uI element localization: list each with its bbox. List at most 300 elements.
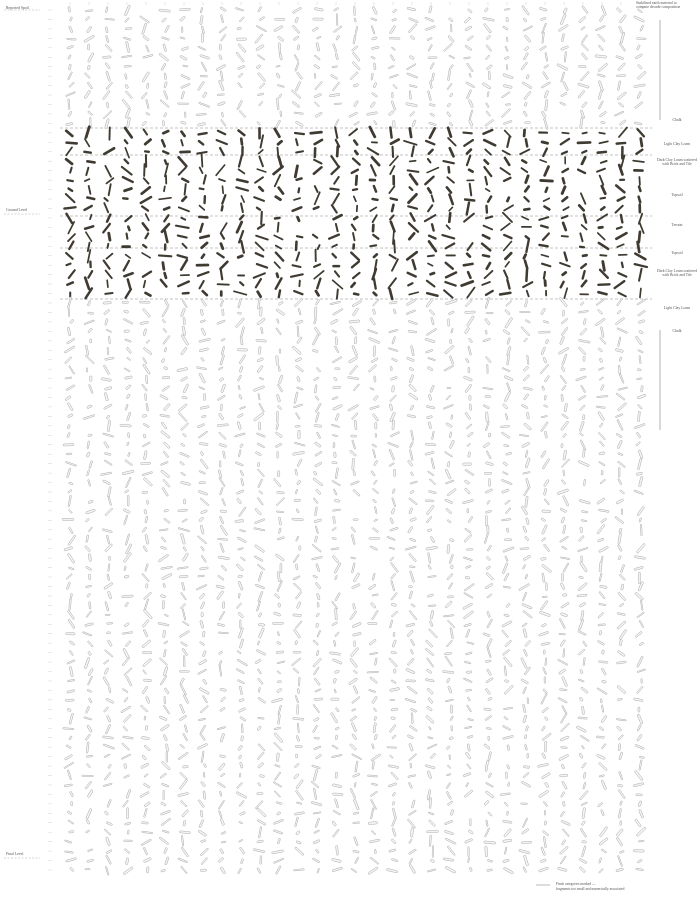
light-fragment [524, 734, 527, 739]
light-fragment [619, 357, 622, 362]
light-fragment [89, 602, 91, 610]
light-fragment [389, 301, 397, 304]
dark-fragment [524, 174, 530, 184]
light-fragment [488, 812, 493, 817]
light-fragment [430, 62, 435, 69]
light-fragment [218, 54, 222, 60]
light-fragment [106, 855, 112, 865]
light-fragment [314, 73, 316, 78]
light-fragment [505, 413, 508, 420]
light-fragment [616, 868, 624, 872]
light-fragment [616, 393, 625, 401]
light-fragment [259, 403, 265, 412]
dark-fragment [88, 185, 92, 195]
light-fragment [219, 755, 225, 758]
dark-fragment [295, 251, 300, 261]
dark-fragment [203, 195, 206, 204]
dark-fragment [392, 175, 395, 186]
dark-fragment [523, 129, 526, 138]
light-fragment [295, 564, 298, 570]
light-fragment [107, 622, 113, 624]
light-fragment [502, 489, 510, 494]
dark-fragment [614, 184, 626, 194]
light-fragment [237, 650, 241, 654]
light-fragment [128, 432, 130, 437]
light-fragment [466, 316, 474, 327]
light-fragment [105, 724, 111, 734]
light-fragment [68, 535, 76, 546]
dark-fragment [108, 127, 110, 141]
light-fragment [578, 65, 586, 67]
light-fragment [297, 723, 299, 733]
light-fragment [293, 651, 301, 653]
light-fragment [580, 328, 587, 336]
light-fragment [298, 677, 300, 686]
dark-fragment [89, 214, 93, 221]
light-fragment [88, 651, 92, 656]
light-fragment [125, 91, 132, 99]
light-fragment [143, 629, 148, 637]
dark-fragment [561, 271, 568, 277]
dark-fragment [427, 254, 435, 257]
light-fragment [616, 499, 624, 505]
light-fragment [163, 442, 170, 449]
light-fragment [577, 594, 587, 597]
dark-fragment [177, 280, 191, 288]
dark-fragment [144, 291, 153, 297]
light-fragment [183, 820, 186, 826]
light-fragment [579, 790, 588, 800]
light-fragment [391, 680, 397, 684]
dark-fragment [425, 139, 436, 145]
light-fragment [239, 443, 243, 448]
light-fragment [295, 17, 299, 23]
light-fragment [523, 111, 528, 117]
light-fragment [106, 71, 111, 81]
light-fragment [405, 546, 416, 551]
light-fragment [389, 724, 396, 732]
dark-fragment [504, 261, 510, 268]
light-fragment [597, 538, 604, 542]
light-fragment [446, 111, 451, 117]
light-fragment [145, 725, 148, 730]
light-fragment [146, 867, 149, 873]
light-fragment [273, 478, 281, 487]
light-fragment [280, 563, 282, 573]
light-fragment [466, 63, 473, 72]
dark-fragment [465, 252, 472, 259]
light-fragment [485, 412, 488, 423]
light-fragment [222, 498, 226, 506]
light-fragment [486, 35, 491, 40]
light-fragment [616, 837, 623, 847]
light-fragment [255, 451, 262, 456]
light-fragment [236, 791, 247, 798]
dark-fragment [350, 281, 357, 289]
light-fragment [636, 794, 643, 796]
light-fragment [121, 754, 131, 760]
light-fragment [69, 319, 74, 324]
light-fragment [507, 354, 510, 365]
light-fragment [220, 733, 225, 742]
light-fragment [450, 705, 452, 713]
light-fragment [634, 16, 645, 23]
light-fragment [427, 744, 437, 750]
light-fragment [349, 326, 357, 336]
dark-fragment [464, 198, 476, 202]
light-fragment [312, 556, 323, 560]
dark-fragment [597, 291, 608, 296]
dark-fragment [444, 242, 456, 250]
light-fragment [220, 355, 225, 366]
light-fragment [597, 640, 605, 645]
light-fragment [143, 54, 154, 58]
light-fragment [582, 6, 589, 14]
dark-fragment [84, 178, 91, 182]
light-fragment [276, 411, 278, 423]
dark-fragment [598, 132, 605, 135]
light-fragment [580, 117, 584, 129]
light-fragment [524, 46, 529, 51]
light-fragment [541, 847, 546, 856]
light-fragment [391, 603, 397, 606]
light-fragment [409, 591, 413, 599]
light-fragment [561, 747, 568, 749]
light-fragment [180, 603, 186, 609]
light-fragment [182, 300, 187, 308]
dark-fragment [331, 243, 338, 248]
light-fragment [600, 585, 608, 589]
light-fragment [69, 867, 74, 872]
light-fragment [599, 573, 602, 582]
light-fragment [389, 658, 398, 668]
dark-fragment [500, 222, 511, 231]
light-fragment [579, 421, 584, 432]
light-fragment [485, 119, 494, 126]
light-fragment [390, 431, 400, 437]
light-fragment [467, 35, 474, 41]
light-fragment [372, 761, 375, 770]
light-fragment [504, 317, 512, 328]
light-fragment [541, 422, 549, 432]
light-fragment [617, 310, 622, 315]
dark-fragment [215, 139, 228, 146]
light-fragment [352, 458, 355, 470]
light-fragment [292, 25, 300, 34]
light-fragment [68, 831, 74, 834]
light-fragment [294, 442, 305, 446]
light-fragment [181, 27, 183, 33]
light-fragment [349, 450, 356, 457]
light-fragment [578, 679, 584, 683]
light-fragment [483, 338, 491, 342]
dark-fragment [181, 292, 189, 295]
dark-fragment [275, 244, 283, 249]
light-fragment [164, 73, 166, 80]
light-fragment [218, 800, 225, 809]
light-fragment [258, 612, 262, 617]
dark-fragment [240, 137, 244, 146]
light-fragment [581, 762, 586, 768]
dark-fragment [616, 243, 625, 248]
light-fragment [581, 706, 584, 715]
light-fragment [124, 697, 129, 702]
light-fragment [539, 7, 547, 11]
light-fragment [353, 799, 359, 810]
light-fragment [405, 698, 416, 703]
light-fragment [519, 849, 530, 854]
light-fragment [486, 566, 491, 570]
dark-fragment [105, 213, 112, 223]
light-fragment [145, 393, 147, 400]
light-fragment [389, 329, 398, 333]
light-fragment [68, 6, 71, 12]
light-fragment [504, 375, 514, 381]
light-fragment [278, 603, 281, 608]
light-fragment [465, 726, 473, 729]
light-fragment [311, 801, 322, 806]
light-fragment [482, 17, 494, 21]
dark-fragment [258, 155, 264, 167]
light-fragment [68, 509, 72, 513]
light-fragment [295, 81, 301, 91]
light-fragment [65, 377, 72, 379]
light-fragment [541, 537, 546, 541]
light-fragment [427, 830, 439, 832]
light-fragment [64, 784, 73, 787]
light-fragment [616, 828, 624, 836]
light-fragment [538, 867, 548, 872]
light-fragment [430, 610, 434, 619]
light-fragment [541, 564, 552, 573]
light-fragment [466, 424, 472, 429]
dark-fragment [256, 290, 263, 299]
light-fragment [637, 299, 646, 305]
light-fragment [239, 686, 242, 695]
light-fragment [143, 450, 147, 459]
light-fragment [277, 661, 285, 664]
light-fragment [562, 829, 569, 837]
light-fragment [582, 641, 587, 647]
dark-fragment [256, 168, 267, 173]
light-fragment [392, 801, 395, 805]
light-fragment [126, 117, 130, 128]
light-fragment [372, 527, 378, 532]
dark-fragment [426, 158, 431, 164]
light-fragment [636, 686, 643, 694]
light-fragment [522, 82, 532, 89]
light-fragment [198, 46, 206, 51]
light-fragment [406, 668, 416, 674]
light-fragment [485, 510, 492, 514]
light-fragment [293, 773, 299, 779]
dark-fragment [240, 195, 245, 203]
light-fragment [599, 837, 609, 845]
light-fragment [121, 706, 131, 713]
dark-fragment [332, 213, 344, 221]
light-fragment [238, 547, 244, 550]
light-fragment [180, 481, 190, 485]
light-fragment [487, 594, 492, 599]
light-fragment [634, 490, 644, 495]
light-fragment [177, 367, 188, 372]
light-fragment [218, 763, 225, 771]
light-fragment [312, 725, 317, 733]
light-fragment [464, 57, 471, 59]
light-fragment [598, 661, 608, 664]
light-fragment [639, 330, 644, 334]
dark-fragment [409, 212, 416, 223]
dark-fragment [638, 203, 641, 213]
light-fragment [561, 546, 567, 550]
dark-fragment [64, 193, 76, 204]
light-fragment [352, 52, 360, 62]
light-fragment [297, 326, 299, 337]
light-fragment [161, 63, 166, 71]
dark-fragment [181, 242, 188, 249]
light-fragment [86, 763, 90, 768]
dark-fragment [484, 289, 494, 296]
light-fragment [580, 669, 584, 674]
dark-fragment [69, 166, 73, 173]
light-fragment [160, 724, 170, 731]
light-fragment [503, 820, 513, 823]
light-fragment [618, 102, 624, 107]
light-fragment [200, 406, 209, 410]
light-fragment [618, 62, 626, 70]
light-fragment [102, 528, 112, 532]
dark-fragment [462, 131, 473, 134]
light-fragment [486, 451, 491, 459]
dark-fragment [482, 224, 493, 230]
dark-fragment [352, 139, 359, 147]
light-fragment [487, 638, 493, 647]
dark-fragment [199, 234, 211, 239]
light-fragment [142, 573, 150, 582]
light-fragment [259, 490, 263, 494]
light-fragment [294, 812, 304, 816]
dark-fragment [614, 204, 624, 214]
light-fragment [410, 763, 412, 768]
light-fragment [103, 433, 114, 438]
dark-fragment [177, 166, 187, 176]
light-fragment [334, 689, 336, 693]
light-fragment [563, 801, 566, 806]
light-fragment [296, 72, 302, 80]
light-fragment [505, 556, 509, 562]
dark-fragment [466, 180, 474, 182]
light-fragment [332, 509, 340, 512]
light-fragment [159, 658, 167, 666]
light-fragment [85, 734, 91, 741]
dark-fragment [236, 254, 244, 259]
light-fragment [183, 733, 188, 741]
light-fragment [259, 774, 264, 777]
dark-fragment [596, 213, 608, 222]
light-fragment [335, 727, 340, 730]
dark-fragment [632, 160, 645, 163]
light-fragment [65, 699, 74, 701]
light-fragment [314, 55, 320, 60]
light-fragment [315, 818, 320, 828]
dark-fragment [577, 204, 585, 213]
light-fragment [88, 574, 90, 580]
light-fragment [526, 74, 530, 79]
light-fragment [69, 650, 74, 656]
light-fragment [601, 518, 607, 523]
dark-fragment [596, 150, 607, 154]
light-fragment [468, 829, 474, 834]
light-fragment [179, 671, 189, 673]
light-fragment [406, 623, 415, 627]
dark-fragment [141, 270, 152, 278]
light-fragment [487, 364, 489, 373]
light-fragment [485, 688, 491, 695]
light-fragment [486, 45, 492, 52]
light-fragment [635, 631, 643, 638]
light-fragment [520, 311, 531, 313]
light-fragment [619, 374, 624, 384]
light-fragment [352, 300, 362, 307]
dark-fragment [313, 138, 324, 146]
light-fragment [334, 119, 339, 127]
stratum-label-dark-clay-bottom: Dark Clay Loam scattered with Brick and Tile [657, 269, 697, 278]
light-fragment [334, 798, 339, 808]
light-fragment [545, 582, 547, 590]
light-fragment [254, 518, 265, 524]
dark-fragment [197, 139, 205, 146]
light-fragment [351, 583, 360, 589]
dark-fragment [333, 270, 340, 278]
light-fragment [219, 377, 224, 381]
light-fragment [595, 25, 605, 31]
light-fragment [68, 820, 74, 825]
light-fragment [67, 689, 75, 693]
light-fragment [392, 120, 395, 127]
dark-fragment [121, 175, 134, 183]
light-fragment [69, 482, 74, 485]
light-fragment [580, 368, 585, 370]
light-fragment [160, 414, 170, 417]
dark-fragment [198, 166, 203, 174]
dark-fragment [618, 254, 628, 256]
dark-fragment [486, 195, 493, 204]
light-fragment [315, 689, 321, 693]
light-fragment [180, 423, 188, 431]
light-fragment [106, 698, 115, 704]
light-fragment [87, 725, 93, 733]
dark-fragment [158, 254, 173, 257]
light-fragment [484, 708, 491, 711]
light-fragment [637, 724, 642, 731]
light-fragment [293, 717, 305, 720]
light-fragment [504, 444, 509, 447]
light-fragment [237, 27, 242, 30]
light-fragment [200, 15, 204, 24]
dark-fragment [561, 235, 569, 238]
light-fragment [352, 622, 362, 628]
light-fragment [429, 479, 436, 485]
light-fragment [484, 743, 491, 749]
light-fragment [125, 339, 132, 343]
light-fragment [615, 516, 624, 524]
dark-fragment [83, 150, 92, 154]
light-fragment [409, 111, 415, 116]
light-fragment [314, 307, 317, 319]
light-fragment [200, 498, 209, 506]
light-fragment [367, 329, 377, 334]
light-fragment [558, 697, 568, 703]
